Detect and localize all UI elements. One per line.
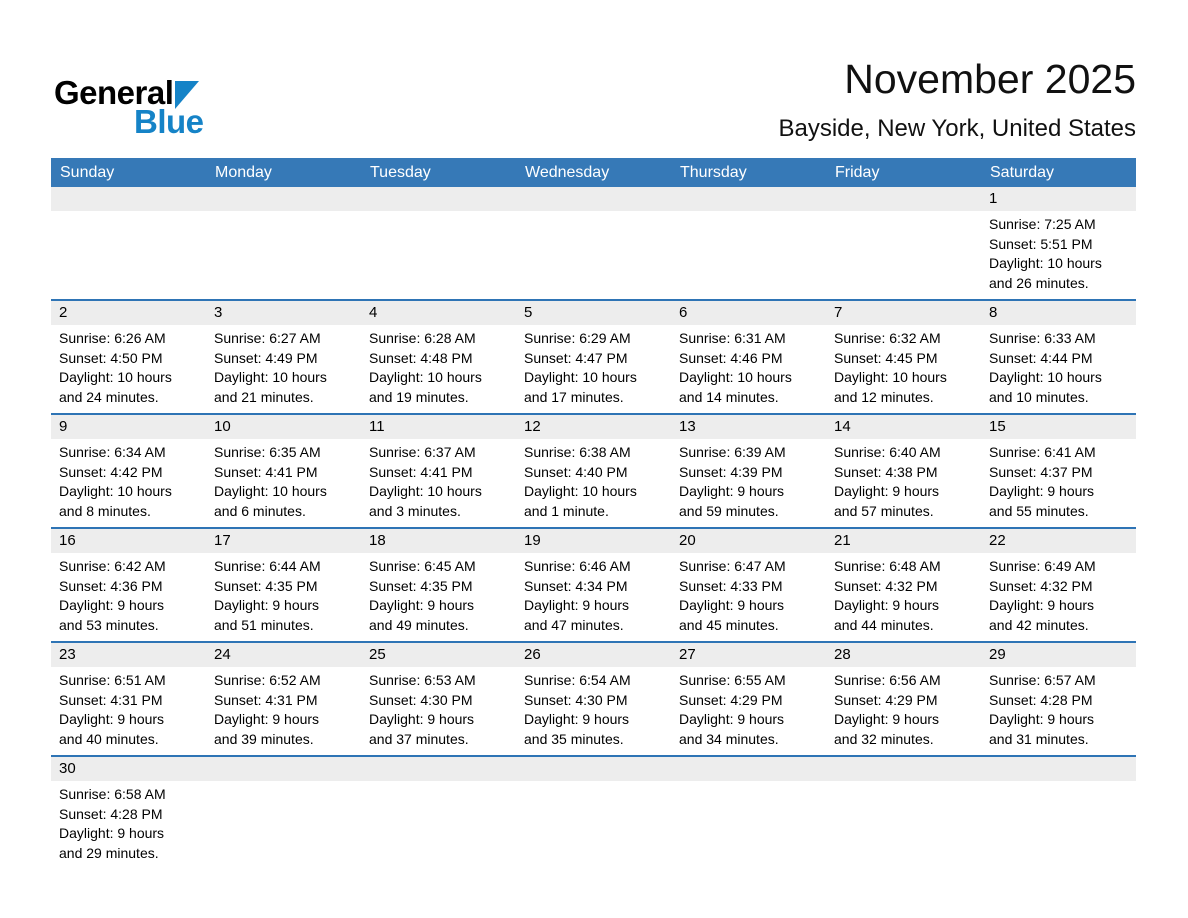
day-details — [206, 439, 361, 527]
weekday-header: Monday — [215, 164, 272, 181]
day-details — [516, 211, 671, 295]
empty-day-cell — [51, 187, 206, 299]
day-details — [516, 325, 671, 413]
daylight-line-2: and 59 minutes. — [679, 502, 779, 519]
sunrise-line: Sunrise: 6:37 AM — [369, 444, 476, 460]
day-number: 25 — [361, 643, 516, 667]
week-row — [51, 641, 1136, 755]
day-cell — [826, 529, 981, 641]
day-cell — [981, 187, 1136, 299]
weekday-header-row — [51, 158, 1136, 187]
sunrise-line: Sunrise: 6:28 AM — [369, 330, 476, 346]
empty-day-cell — [361, 757, 516, 869]
day-details — [671, 553, 826, 641]
day-number — [51, 187, 206, 211]
day-number: 10 — [206, 415, 361, 439]
day-number: 24 — [206, 643, 361, 667]
sunset-line: Sunset: 4:33 PM — [679, 577, 783, 594]
daylight-line: Daylight: 10 hours — [524, 369, 637, 385]
daylight-line: Daylight: 10 hours — [524, 483, 637, 499]
sunset-line: Sunset: 4:29 PM — [679, 691, 783, 708]
day-number — [671, 187, 826, 211]
day-number: 14 — [826, 415, 981, 439]
daylight-line: Daylight: 10 hours — [989, 255, 1102, 271]
sunset-line: Sunset: 4:30 PM — [369, 691, 473, 708]
empty-day-cell — [826, 187, 981, 299]
day-number — [671, 757, 826, 781]
day-number: 29 — [981, 643, 1136, 667]
day-cell — [516, 529, 671, 641]
sunrise-line: Sunrise: 6:32 AM — [834, 330, 941, 346]
daylight-line: Daylight: 10 hours — [369, 369, 482, 385]
sunset-line: Sunset: 4:30 PM — [524, 691, 628, 708]
day-details — [51, 781, 206, 869]
day-number: 27 — [671, 643, 826, 667]
day-number: 26 — [516, 643, 671, 667]
day-details — [981, 553, 1136, 641]
day-number — [981, 757, 1136, 781]
daylight-line: Daylight: 9 hours — [834, 711, 940, 727]
logo-text-general: General — [54, 74, 174, 111]
daylight-line: Daylight: 9 hours — [524, 711, 630, 727]
daylight-line-2: and 24 minutes. — [59, 388, 159, 405]
day-cell — [51, 415, 206, 527]
empty-day-cell — [516, 187, 671, 299]
sunset-line: Sunset: 4:36 PM — [59, 577, 163, 594]
sunset-line: Sunset: 4:35 PM — [214, 577, 318, 594]
daylight-line: Daylight: 9 hours — [989, 483, 1095, 499]
sunrise-line: Sunrise: 6:38 AM — [524, 444, 631, 460]
sunrise-line: Sunrise: 6:29 AM — [524, 330, 631, 346]
daylight-line: Daylight: 10 hours — [214, 483, 327, 499]
daylight-line-2: and 47 minutes. — [524, 616, 624, 633]
daylight-line: Daylight: 9 hours — [679, 711, 785, 727]
day-number — [826, 757, 981, 781]
day-number: 22 — [981, 529, 1136, 553]
weekday-header: Friday — [835, 164, 880, 181]
day-cell — [671, 415, 826, 527]
day-number — [826, 187, 981, 211]
daylight-line: Daylight: 9 hours — [59, 711, 165, 727]
day-number — [206, 757, 361, 781]
sunset-line: Sunset: 4:41 PM — [369, 463, 473, 480]
day-number — [361, 187, 516, 211]
sunset-line: Sunset: 4:48 PM — [369, 349, 473, 366]
daylight-line-2: and 39 minutes. — [214, 730, 314, 747]
daylight-line-2: and 34 minutes. — [679, 730, 779, 747]
daylight-line-2: and 8 minutes. — [59, 502, 151, 519]
day-number: 7 — [826, 301, 981, 325]
day-details — [826, 781, 981, 865]
daylight-line: Daylight: 9 hours — [369, 597, 475, 613]
day-details — [206, 553, 361, 641]
day-cell — [671, 301, 826, 413]
daylight-line-2: and 35 minutes. — [524, 730, 624, 747]
empty-day-cell — [671, 187, 826, 299]
daylight-line: Daylight: 10 hours — [834, 369, 947, 385]
daylight-line-2: and 26 minutes. — [989, 274, 1089, 291]
week-row — [51, 187, 1136, 299]
day-cell — [361, 529, 516, 641]
daylight-line: Daylight: 9 hours — [679, 483, 785, 499]
daylight-line: Daylight: 10 hours — [989, 369, 1102, 385]
day-details — [826, 553, 981, 641]
empty-day-cell — [206, 187, 361, 299]
sunset-line: Sunset: 4:29 PM — [834, 691, 938, 708]
day-details — [826, 667, 981, 755]
sunset-line: Sunset: 4:40 PM — [524, 463, 628, 480]
empty-day-cell — [361, 187, 516, 299]
daylight-line: Daylight: 9 hours — [989, 597, 1095, 613]
daylight-line-2: and 14 minutes. — [679, 388, 779, 405]
day-number: 17 — [206, 529, 361, 553]
daylight-line: Daylight: 9 hours — [524, 597, 630, 613]
day-details — [516, 439, 671, 527]
sunrise-line: Sunrise: 7:25 AM — [989, 216, 1096, 232]
day-number — [361, 757, 516, 781]
daylight-line: Daylight: 9 hours — [834, 597, 940, 613]
sunrise-line: Sunrise: 6:46 AM — [524, 558, 631, 574]
day-cell — [981, 529, 1136, 641]
day-details — [826, 325, 981, 413]
daylight-line: Daylight: 10 hours — [369, 483, 482, 499]
day-number: 1 — [981, 187, 1136, 211]
sunset-line: Sunset: 4:37 PM — [989, 463, 1093, 480]
page-subtitle: Bayside, New York, United States — [778, 115, 1136, 143]
day-number: 3 — [206, 301, 361, 325]
sunset-line: Sunset: 4:45 PM — [834, 349, 938, 366]
weekday-header: Wednesday — [525, 164, 610, 181]
day-details — [826, 211, 981, 295]
sunrise-line: Sunrise: 6:58 AM — [59, 786, 166, 802]
day-number: 28 — [826, 643, 981, 667]
daylight-line-2: and 1 minute. — [524, 502, 609, 519]
sunrise-line: Sunrise: 6:57 AM — [989, 672, 1096, 688]
day-details — [981, 781, 1136, 865]
day-details — [516, 667, 671, 755]
sunset-line: Sunset: 4:46 PM — [679, 349, 783, 366]
daylight-line-2: and 49 minutes. — [369, 616, 469, 633]
sunrise-line: Sunrise: 6:33 AM — [989, 330, 1096, 346]
daylight-line: Daylight: 9 hours — [59, 825, 165, 841]
daylight-line: Daylight: 9 hours — [989, 711, 1095, 727]
daylight-line-2: and 3 minutes. — [369, 502, 461, 519]
day-cell — [51, 529, 206, 641]
daylight-line-2: and 57 minutes. — [834, 502, 934, 519]
week-row — [51, 299, 1136, 413]
sunrise-line: Sunrise: 6:54 AM — [524, 672, 631, 688]
day-cell — [51, 757, 206, 869]
day-details — [51, 553, 206, 641]
sunset-line: Sunset: 4:42 PM — [59, 463, 163, 480]
day-details — [206, 781, 361, 865]
day-details — [981, 325, 1136, 413]
day-number: 30 — [51, 757, 206, 781]
sunset-line: Sunset: 4:28 PM — [989, 691, 1093, 708]
day-cell — [981, 301, 1136, 413]
day-number: 18 — [361, 529, 516, 553]
day-details — [206, 325, 361, 413]
day-details — [361, 325, 516, 413]
logo — [54, 76, 204, 138]
sunset-line: Sunset: 4:39 PM — [679, 463, 783, 480]
sunrise-line: Sunrise: 6:53 AM — [369, 672, 476, 688]
day-cell — [361, 301, 516, 413]
day-details — [361, 439, 516, 527]
day-number — [516, 187, 671, 211]
daylight-line: Daylight: 10 hours — [59, 483, 172, 499]
sunrise-line: Sunrise: 6:55 AM — [679, 672, 786, 688]
day-cell — [206, 529, 361, 641]
sunset-line: Sunset: 4:35 PM — [369, 577, 473, 594]
daylight-line: Daylight: 9 hours — [214, 711, 320, 727]
sunset-line: Sunset: 4:34 PM — [524, 577, 628, 594]
day-details — [206, 667, 361, 755]
day-cell — [671, 529, 826, 641]
sunrise-line: Sunrise: 6:45 AM — [369, 558, 476, 574]
day-cell — [671, 643, 826, 755]
empty-day-cell — [516, 757, 671, 869]
day-details — [361, 667, 516, 755]
daylight-line: Daylight: 9 hours — [369, 711, 475, 727]
day-details — [981, 439, 1136, 527]
day-details — [206, 211, 361, 295]
daylight-line-2: and 12 minutes. — [834, 388, 934, 405]
sunrise-line: Sunrise: 6:49 AM — [989, 558, 1096, 574]
daylight-line-2: and 31 minutes. — [989, 730, 1089, 747]
sunset-line: Sunset: 5:51 PM — [989, 235, 1093, 252]
sunrise-line: Sunrise: 6:51 AM — [59, 672, 166, 688]
sunset-line: Sunset: 4:47 PM — [524, 349, 628, 366]
sunrise-line: Sunrise: 6:27 AM — [214, 330, 321, 346]
day-cell — [206, 643, 361, 755]
day-details — [671, 325, 826, 413]
daylight-line-2: and 21 minutes. — [214, 388, 314, 405]
empty-day-cell — [826, 757, 981, 869]
daylight-line-2: and 32 minutes. — [834, 730, 934, 747]
day-cell — [51, 643, 206, 755]
day-cell — [516, 415, 671, 527]
calendar — [51, 158, 1136, 869]
daylight-line: Daylight: 10 hours — [214, 369, 327, 385]
day-cell — [826, 415, 981, 527]
logo-text-blue: Blue — [134, 103, 204, 140]
sunrise-line: Sunrise: 6:42 AM — [59, 558, 166, 574]
day-number: 9 — [51, 415, 206, 439]
daylight-line: Daylight: 10 hours — [679, 369, 792, 385]
day-details — [671, 211, 826, 295]
week-row — [51, 755, 1136, 869]
empty-day-cell — [671, 757, 826, 869]
day-cell — [206, 415, 361, 527]
day-details — [671, 781, 826, 865]
daylight-line-2: and 53 minutes. — [59, 616, 159, 633]
sunrise-line: Sunrise: 6:35 AM — [214, 444, 321, 460]
empty-day-cell — [981, 757, 1136, 869]
day-number: 8 — [981, 301, 1136, 325]
sunset-line: Sunset: 4:50 PM — [59, 349, 163, 366]
day-cell — [981, 415, 1136, 527]
sunset-line: Sunset: 4:41 PM — [214, 463, 318, 480]
day-number: 15 — [981, 415, 1136, 439]
day-number: 13 — [671, 415, 826, 439]
day-details — [361, 211, 516, 295]
weekday-header: Thursday — [680, 164, 747, 181]
daylight-line-2: and 51 minutes. — [214, 616, 314, 633]
day-details — [51, 325, 206, 413]
day-details — [826, 439, 981, 527]
page-title: November 2025 — [844, 56, 1136, 102]
sunset-line: Sunset: 4:28 PM — [59, 805, 163, 822]
sunrise-line: Sunrise: 6:56 AM — [834, 672, 941, 688]
sunset-line: Sunset: 4:32 PM — [834, 577, 938, 594]
day-details — [516, 781, 671, 865]
day-cell — [516, 301, 671, 413]
day-number: 5 — [516, 301, 671, 325]
daylight-line-2: and 19 minutes. — [369, 388, 469, 405]
weekday-header: Sunday — [60, 164, 115, 181]
sunset-line: Sunset: 4:44 PM — [989, 349, 1093, 366]
day-number: 20 — [671, 529, 826, 553]
day-cell — [826, 301, 981, 413]
day-details — [51, 211, 206, 295]
daylight-line-2: and 17 minutes. — [524, 388, 624, 405]
day-number: 21 — [826, 529, 981, 553]
day-cell — [51, 301, 206, 413]
day-details — [51, 439, 206, 527]
title-block — [778, 56, 1136, 144]
sunrise-line: Sunrise: 6:41 AM — [989, 444, 1096, 460]
day-details — [981, 667, 1136, 755]
day-number: 23 — [51, 643, 206, 667]
week-row — [51, 413, 1136, 527]
day-cell — [361, 643, 516, 755]
day-cell — [206, 301, 361, 413]
day-number: 12 — [516, 415, 671, 439]
week-row — [51, 527, 1136, 641]
day-details — [361, 781, 516, 865]
day-number — [206, 187, 361, 211]
day-details — [981, 211, 1136, 299]
daylight-line-2: and 55 minutes. — [989, 502, 1089, 519]
daylight-line-2: and 6 minutes. — [214, 502, 306, 519]
sunrise-line: Sunrise: 6:26 AM — [59, 330, 166, 346]
day-details — [516, 553, 671, 641]
daylight-line-2: and 37 minutes. — [369, 730, 469, 747]
day-number — [516, 757, 671, 781]
day-details — [51, 667, 206, 755]
empty-day-cell — [206, 757, 361, 869]
daylight-line-2: and 40 minutes. — [59, 730, 159, 747]
day-cell — [826, 643, 981, 755]
daylight-line-2: and 45 minutes. — [679, 616, 779, 633]
sunrise-line: Sunrise: 6:40 AM — [834, 444, 941, 460]
sunrise-line: Sunrise: 6:39 AM — [679, 444, 786, 460]
day-number: 19 — [516, 529, 671, 553]
day-number: 16 — [51, 529, 206, 553]
sunset-line: Sunset: 4:31 PM — [59, 691, 163, 708]
day-details — [671, 667, 826, 755]
day-details — [671, 439, 826, 527]
daylight-line: Daylight: 9 hours — [834, 483, 940, 499]
day-cell — [516, 643, 671, 755]
day-number: 6 — [671, 301, 826, 325]
sunrise-line: Sunrise: 6:44 AM — [214, 558, 321, 574]
day-number: 4 — [361, 301, 516, 325]
sunrise-line: Sunrise: 6:31 AM — [679, 330, 786, 346]
daylight-line: Daylight: 9 hours — [679, 597, 785, 613]
sunset-line: Sunset: 4:38 PM — [834, 463, 938, 480]
daylight-line-2: and 44 minutes. — [834, 616, 934, 633]
day-details — [361, 553, 516, 641]
sunrise-line: Sunrise: 6:47 AM — [679, 558, 786, 574]
sunset-line: Sunset: 4:49 PM — [214, 349, 318, 366]
daylight-line: Daylight: 10 hours — [59, 369, 172, 385]
daylight-line: Daylight: 9 hours — [214, 597, 320, 613]
sunrise-line: Sunrise: 6:48 AM — [834, 558, 941, 574]
weekday-header: Saturday — [990, 164, 1055, 181]
sunrise-line: Sunrise: 6:34 AM — [59, 444, 166, 460]
daylight-line-2: and 10 minutes. — [989, 388, 1089, 405]
sunrise-line: Sunrise: 6:52 AM — [214, 672, 321, 688]
sunset-line: Sunset: 4:31 PM — [214, 691, 318, 708]
weekday-header: Tuesday — [370, 164, 431, 181]
sunset-line: Sunset: 4:32 PM — [989, 577, 1093, 594]
day-number: 2 — [51, 301, 206, 325]
daylight-line-2: and 29 minutes. — [59, 844, 159, 861]
day-cell — [981, 643, 1136, 755]
daylight-line-2: and 42 minutes. — [989, 616, 1089, 633]
daylight-line: Daylight: 9 hours — [59, 597, 165, 613]
day-number: 11 — [361, 415, 516, 439]
day-cell — [361, 415, 516, 527]
